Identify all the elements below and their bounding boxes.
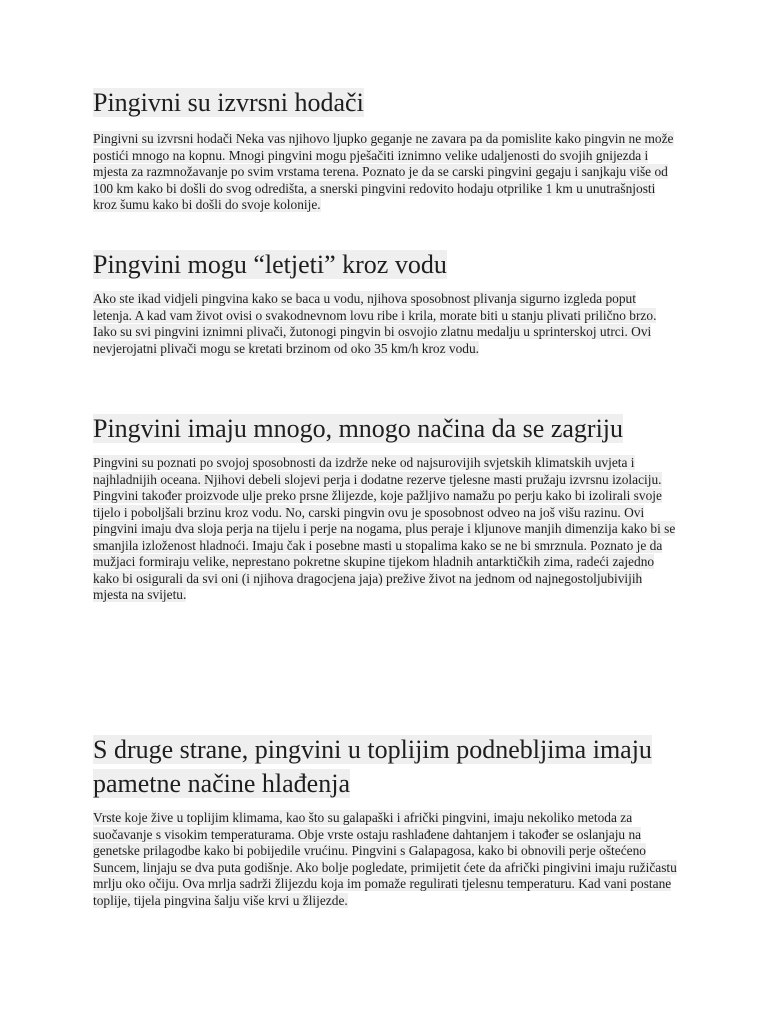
section-heading	[93, 248, 678, 282]
section-penguins-keep-warm	[93, 412, 678, 604]
section-heading	[93, 86, 678, 120]
section-paragraph-text: Vrste koje žive u toplijim klimama, kao što su galapaški i afrički pingvini, imaju nekoliko metoda za suočavanje s visokim temperaturama. Obje vrste ostaju rashlađene dahtanjem i također se oslanjaju na genetske prilagodbe kako bi pobijedile vrućinu. Pingvini s Galapagosa, kako bi obnovili perje oštećeno Suncem, linjaju se dva puta godišnje. Ako bolje pogledate, primijetit ćete da afrički pingivini imaju ružičastu mrlju oko očiju. Ova mrlja sadrži žlijezdu koja im pomaže regulirati tjelesnu temperaturu. Kad vani postane toplije, tijela pingvina šalju više krvi u žlijezde.	[93, 810, 677, 908]
section-heading	[93, 733, 678, 801]
section-heading-text: Pingivni su izvrsni hodači	[93, 88, 364, 117]
section-heading-text: S druge strane, pingvini u toplijim podnebljima imaju pametne načine hlađenja	[93, 735, 652, 798]
section-paragraph	[93, 291, 678, 357]
section-penguins-fly-water	[93, 248, 678, 357]
section-paragraph-text: Pingivni su izvrsni hodači Neka vas njihovo ljupko geganje ne zavara pa da pomislite kako pingvin ne može postići mnogo na kopnu. Mnogi pingvini mogu pješačiti iznimno velike udaljenosti do svojih gnijezda i mjesta za razmnožavanje po svim vrstama terena. Poznato je da se carski pingvini gegaju i sanjkaju više od 100 km kako bi došli do svog odredišta, a snerski pingvini redovito hodaju otprilike 1 km u unutrašnjosti kroz šumu kako bi došli do svoje kolonije.	[93, 131, 674, 212]
section-penguins-cooling	[93, 733, 678, 909]
section-paragraph-text: Ako ste ikad vidjeli pingvina kako se baca u vodu, njihova sposobnost plivanja sigurno izgleda poput letenja. A kad vam život ovisi o svakodnevnom lovu ribe i krila, morate biti u stanju plivati prilično brzo. Iako su svi pingvini iznimni plivači, žutonogi pingvin bi osvojio zlatnu medalju u sprinterskoj utrci. Ovi nevjerojatni plivači mogu se kretati brzinom od oko 35 km/h kroz vodu.	[93, 291, 657, 356]
section-paragraph	[93, 455, 678, 604]
section-heading-text: Pingvini imaju mnogo, mnogo načina da se zagriju	[93, 414, 624, 443]
section-heading	[93, 412, 678, 446]
section-paragraph	[93, 131, 678, 214]
section-heading-text: Pingvini mogu “letjeti” kroz vodu	[93, 250, 447, 279]
section-paragraph	[93, 810, 678, 909]
section-paragraph-text: Pingvini su poznati po svojoj sposobnosti da izdrže neke od najsurovijih svjetskih klimatskih uvjeta i najhladnijih oceana. Njihovi debeli slojevi perja i dodatne rezerve tjelesne masti pružaju izvrsnu izolaciju. Pingvini također proizvode ulje preko prsne žlijezde, koje pažljivo namažu po perju kako bi izolirali svoje tijelo i poboljšali brzinu kroz vodu. No, carski pingvin ovu je sposobnost odveo na još višu razinu. Ovi pingvini imaju dva sloja perja na tijelu i perje na nogama, plus peraje i kljunove manjih dimenzija kako bi se smanjila izloženost hladnoći. Imaju čak i posebne masti u stopalima kako se ne bi smrznula. Poznato je da mužjaci formiraju velike, neprestano pokretne skupine tijekom hladnih antarktičkih zima, radeći zajedno kako bi osigurali da svi oni (i njihova dragocjena jaja) prežive život na jednom od najnegostoljubivijih mjesta na svijetu.	[93, 455, 676, 602]
section-penguins-walkers	[93, 86, 678, 214]
